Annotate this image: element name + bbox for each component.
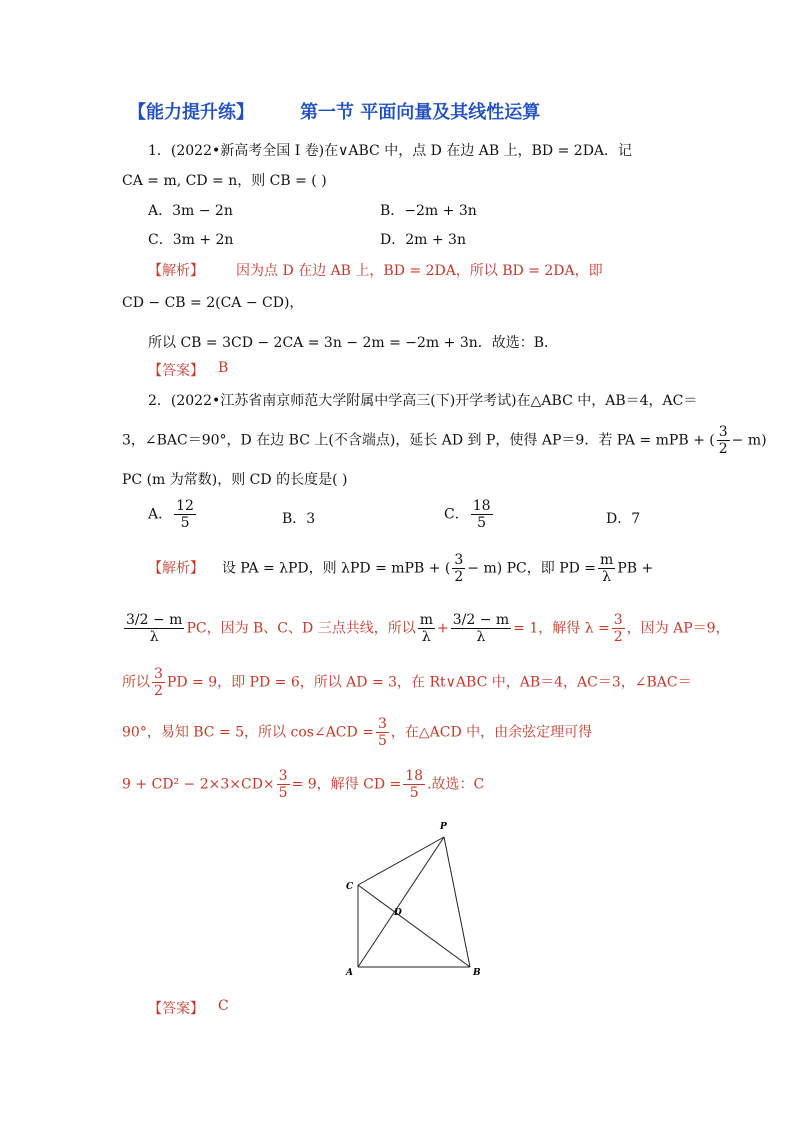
q2-solution-l5b: = 9，解得 CD = bbox=[291, 776, 402, 793]
q2-solution-line3 bbox=[122, 666, 692, 699]
fraction-18-5 bbox=[403, 768, 425, 801]
page-title: 第一节 平面向量及其线性运算 bbox=[300, 102, 541, 123]
q2-solution-l1b: − m) PC，即 PD = bbox=[467, 560, 597, 577]
segment-pb bbox=[444, 837, 470, 967]
fraction-denominator: 5 bbox=[477, 515, 487, 531]
fraction-numerator: m bbox=[419, 612, 433, 628]
q2-option-c-label: C． bbox=[444, 506, 469, 523]
fraction-denominator: λ bbox=[421, 629, 431, 645]
q1-stem-line1: 1．(2022•新高考全国 I 卷)在∨ABC 中，点 D 在边 AB 上，BD = 2DA．记 bbox=[148, 143, 633, 159]
q2-solution-l1c: PB + bbox=[617, 560, 654, 577]
label-c: C bbox=[346, 882, 354, 892]
q1-stem-line2: CA = m, CD = n，则 CB = ( ) bbox=[122, 173, 327, 189]
q2-option-a-fraction bbox=[174, 498, 196, 531]
fraction-denominator: 2 bbox=[718, 441, 728, 457]
q2-stem-line2-text: 3，∠BAC＝90°，D 在边 BC 上(不含端点)，延长 AD 到 P，使得 AP＝9．若 PA = mPB + ( bbox=[122, 432, 715, 449]
q2-solution-l3a: 所以 bbox=[122, 674, 150, 691]
fraction-denominator: 2 bbox=[454, 569, 464, 585]
fraction-m-lambda-2 bbox=[418, 612, 435, 645]
q2-solution-l2d: ，因为 AP＝9， bbox=[626, 620, 730, 637]
q2-option-a bbox=[148, 498, 198, 531]
q2-solution-line2 bbox=[122, 612, 730, 645]
q1-option-b: B．−2m + 3n bbox=[380, 203, 477, 219]
fraction-denominator: 5 bbox=[409, 785, 419, 801]
fraction-numerator: 3 bbox=[278, 768, 288, 784]
q2-solution-line1 bbox=[148, 552, 653, 585]
fraction-numerator: 12 bbox=[176, 498, 194, 514]
fraction-3-2 bbox=[452, 552, 465, 585]
fraction-numerator: 3 bbox=[377, 716, 387, 732]
fraction-3-5-b bbox=[277, 768, 290, 801]
segment-ap bbox=[358, 837, 444, 967]
q2-stem-line2-tail: − m) bbox=[731, 432, 767, 449]
q2-solution-l4a: 90°，易知 BC = 5，所以 cos∠ACD = bbox=[122, 724, 374, 741]
q2-option-d: D．7 bbox=[606, 511, 641, 527]
label-b: B bbox=[473, 968, 481, 978]
q2-solution-l5a: 9 + CD² − 2×3×CD× bbox=[122, 776, 275, 793]
fraction-denominator: λ bbox=[476, 629, 486, 645]
fraction-numerator: 18 bbox=[472, 498, 491, 514]
fraction-3-2-b bbox=[152, 666, 165, 699]
q2-solution-l5c: .故选：C bbox=[427, 776, 485, 793]
q2-solution-l1a: 设 PA = λPD，则 λPD = mPB + ( bbox=[221, 560, 451, 577]
q1-option-c: C．3m + 2n bbox=[148, 232, 234, 248]
fraction-lambda-value bbox=[612, 612, 625, 645]
q2-stem-line1: 2．(2022•江苏省南京师范大学附属中学高三(下)开学考试)在△ABC 中，AB＝4，AC＝ bbox=[148, 393, 698, 409]
edge-cb bbox=[358, 885, 470, 967]
q2-stem-line3: PC (m 为常数)，则 CD 的长度是( ) bbox=[122, 472, 348, 488]
q1-option-d: D．2m + 3n bbox=[380, 232, 466, 248]
q2-solution-l4b: ，在△ACD 中，由余弦定理可得 bbox=[390, 724, 593, 741]
fraction-denominator: 2 bbox=[613, 629, 623, 645]
fraction-compound-2 bbox=[451, 612, 511, 645]
q2-solution-l2a: PC，因为 B、C、D 三点共线，所以 bbox=[186, 620, 416, 637]
fraction-denominator: 2 bbox=[154, 683, 163, 699]
q2-option-c bbox=[444, 498, 495, 531]
fraction-numerator: 3 bbox=[613, 612, 623, 628]
fraction-numerator: 3 bbox=[154, 666, 163, 682]
label-p: P bbox=[440, 822, 447, 832]
fraction-m-lambda bbox=[598, 552, 615, 585]
label-a: A bbox=[346, 968, 353, 978]
q2-option-b: B．3 bbox=[282, 511, 316, 527]
fraction-denominator: λ bbox=[149, 629, 159, 645]
q1-solution-line1: 因为点 D 在边 AB 上，BD = 2DA，所以 BD = 2DA，即 bbox=[236, 263, 603, 279]
q2-solution-l2c: = 1，解得 λ = bbox=[513, 620, 610, 637]
fraction-denominator: 5 bbox=[278, 785, 288, 801]
q2-stem-line2 bbox=[122, 424, 767, 457]
fraction-denominator: 5 bbox=[377, 733, 387, 749]
q1-solution-line3: 所以 CB = 3CD − 2CA = 3n − 2m = −2m + 3n．故选：B． bbox=[148, 335, 559, 351]
q2-solution-l2b: + bbox=[436, 620, 449, 637]
q1-solution-line2: CD − CB = 2(CA − CD)， bbox=[122, 295, 304, 311]
q1-answer-tag: 【答案】 bbox=[148, 363, 204, 379]
fraction-numerator: m bbox=[600, 552, 614, 568]
fraction-denominator: λ bbox=[602, 569, 612, 585]
q2-stem-fraction bbox=[717, 424, 730, 457]
q2-solution-l3b: PD = 9，即 PD = 6，所以 AD = 3，在 Rt∨ABC 中，AB＝4，AC＝3，∠BAC＝ bbox=[166, 674, 692, 691]
fraction-denominator: 5 bbox=[180, 515, 190, 531]
label-d: D bbox=[394, 908, 402, 918]
segment-cp bbox=[358, 837, 444, 885]
q1-option-a: A．3m − 2n bbox=[148, 203, 233, 219]
fraction-numerator: 3 bbox=[718, 424, 728, 440]
triangle-figure bbox=[330, 815, 500, 985]
fraction-numerator: 3 bbox=[454, 552, 464, 568]
q2-solution-line5 bbox=[122, 768, 484, 801]
q2-answer-tag: 【答案】 bbox=[148, 1001, 204, 1017]
fraction-numerator: 3/2 − m bbox=[452, 612, 510, 628]
q1-answer: B bbox=[218, 360, 229, 376]
q1-solution-tag: 【解析】 bbox=[148, 263, 204, 279]
fraction-compound bbox=[124, 612, 184, 645]
q2-answer: C bbox=[218, 998, 229, 1014]
section-tag: 【能力提升练】 bbox=[128, 102, 254, 123]
fraction-numerator: 3/2 − m bbox=[126, 612, 183, 628]
fraction-numerator: 18 bbox=[405, 768, 424, 784]
fraction-3-5 bbox=[376, 716, 389, 749]
q2-option-c-fraction bbox=[471, 498, 493, 531]
q2-option-a-label: A． bbox=[148, 506, 173, 523]
q2-solution-line4 bbox=[122, 716, 592, 749]
q2-solution-tag: 【解析】 bbox=[148, 560, 204, 577]
